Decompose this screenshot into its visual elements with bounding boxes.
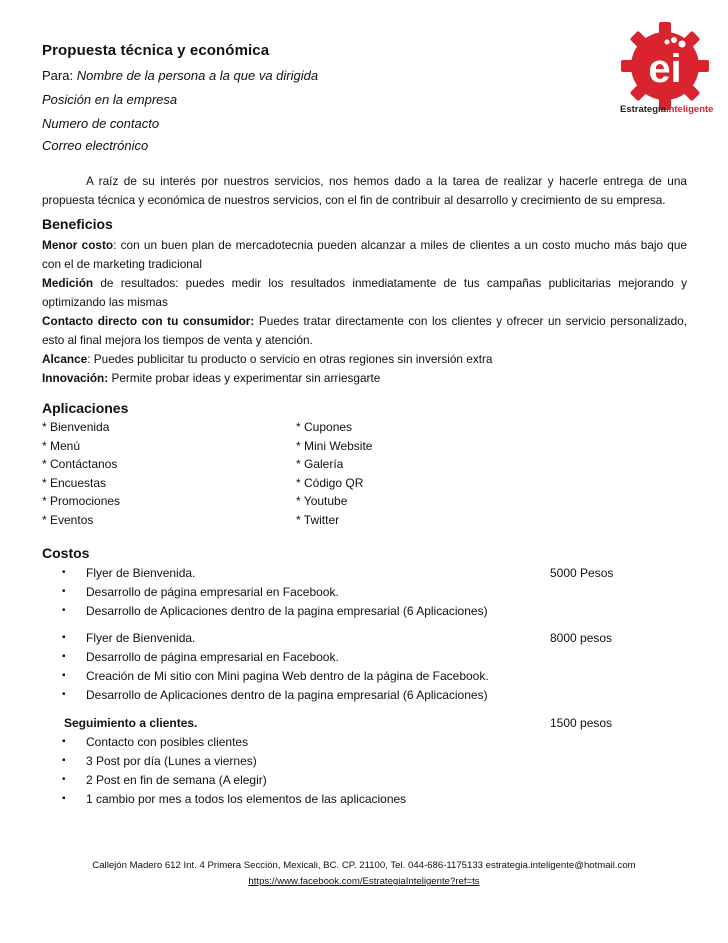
benefit-item: Alcance: Puedes publicitar tu producto o servicio en otras regiones sin inversión extra — [42, 352, 493, 366]
facebook-link[interactable]: https://www.facebook.com/EstrategiaInteligente?ref=ts — [248, 876, 480, 887]
recipient-name: Nombre de la persona a la que va dirigida — [76, 68, 319, 83]
intro-paragraph — [42, 172, 687, 210]
list-item: ▪ Desarrollo de página empresarial en Facebook. — [62, 650, 339, 664]
benefit-item: Medición de resultados: puedes medir los resultados inmediatamente de tus campañas publicitarias mejorando y optimizando las mismas — [42, 276, 687, 309]
recipient-email: Correo electrónico — [42, 138, 149, 153]
list-item: • Desarrollo de página empresarial en Facebook. — [62, 585, 339, 599]
package-title: Seguimiento a clientes. — [64, 716, 198, 730]
list-item: ▪ Contacto con posibles clientes — [62, 735, 249, 749]
intro-text: A raíz de su interés por nuestros servicios, nos hemos dado a la tarea de realizar y hacerle entrega de una propuesta técnica y económica de nuestros servicios, con el fin de contribuir al desarrollo y crecimiento de su empresa. — [42, 174, 687, 207]
recipient-line — [42, 68, 318, 83]
list-item: • Desarrollo de Aplicaciones dentro de la pagina empresarial (6 Aplicaciones) — [62, 688, 488, 702]
page-footer — [0, 858, 728, 890]
package-price: 5000 Pesos — [550, 566, 614, 580]
cost-package-1 — [42, 566, 687, 623]
list-item: ▪ 1 cambio por mes a todos los elementos de las aplicaciones — [62, 792, 407, 806]
benefit-item: Contacto directo con tu consumidor: Puedes tratar directamente con los clientes y ofrecer un servicio personalizado, esto al final mejora los tiempos de venta y atención. — [42, 314, 687, 347]
applications-row: * Contáctanos * Galería — [42, 457, 344, 472]
applications-row: * Encuestas * Código QR — [42, 475, 364, 490]
benefit-item: Menor costo: con un buen plan de mercadotecnia pueden alcanzar a miles de clientes a un costo mucho más bajo que con el de marketing tradicional — [42, 238, 687, 271]
applications-row: * Bienvenida * Cupones — [42, 420, 353, 434]
list-item: ▪ Flyer de Bienvenida. 8000 pesos — [62, 631, 613, 645]
footer-address: Callejón Madero 612 Int. 4 Primera Sección, Mexicali, BC. CP. 21100, Tel. 044-686-1175133 estrategia.inteligente@hotmail.com — [92, 860, 636, 871]
applications-row: * Promociones * Youtube — [42, 494, 348, 509]
applications-heading: Aplicaciones — [42, 400, 129, 416]
package-price: 8000 pesos — [550, 631, 613, 645]
package-price: 1500 pesos — [550, 716, 613, 730]
recipient-position: Posición en la empresa — [42, 92, 178, 107]
recipient-phone: Numero de contacto — [42, 116, 160, 131]
cost-package-3 — [42, 716, 687, 811]
recipient-label: Para: — [42, 68, 74, 83]
cost-package-2 — [42, 631, 687, 707]
list-item: • Flyer de Bienvenida. 5000 Pesos — [62, 566, 614, 580]
benefit-item: Innovación: Permite probar ideas y experimentar sin arriesgarte — [42, 371, 381, 385]
logo-mark: ei — [648, 47, 682, 91]
applications-row: * Eventos * Twitter — [42, 512, 340, 527]
applications-row: * Menú * Mini Website — [42, 438, 373, 453]
package-title-row — [42, 716, 687, 735]
logo-wordmark: EstrategiaInteligente — [620, 104, 714, 115]
benefits-heading: Beneficios — [42, 216, 113, 232]
list-item: ▪ Creación de Mi sitio con Mini pagina Web dentro de la página de Facebook. — [62, 669, 489, 683]
list-item: ▪ 3 Post por día (Lunes a viernes) — [62, 754, 257, 768]
document-title: Propuesta técnica y económica — [42, 42, 270, 59]
costs-heading: Costos — [42, 545, 90, 561]
list-item: • Desarrollo de Aplicaciones dentro de la pagina empresarial (6 Aplicaciones) — [62, 604, 488, 618]
list-item: • 2 Post en fin de semana (A elegir) — [62, 773, 267, 787]
benefits-list — [42, 236, 687, 388]
applications-list — [42, 420, 687, 532]
